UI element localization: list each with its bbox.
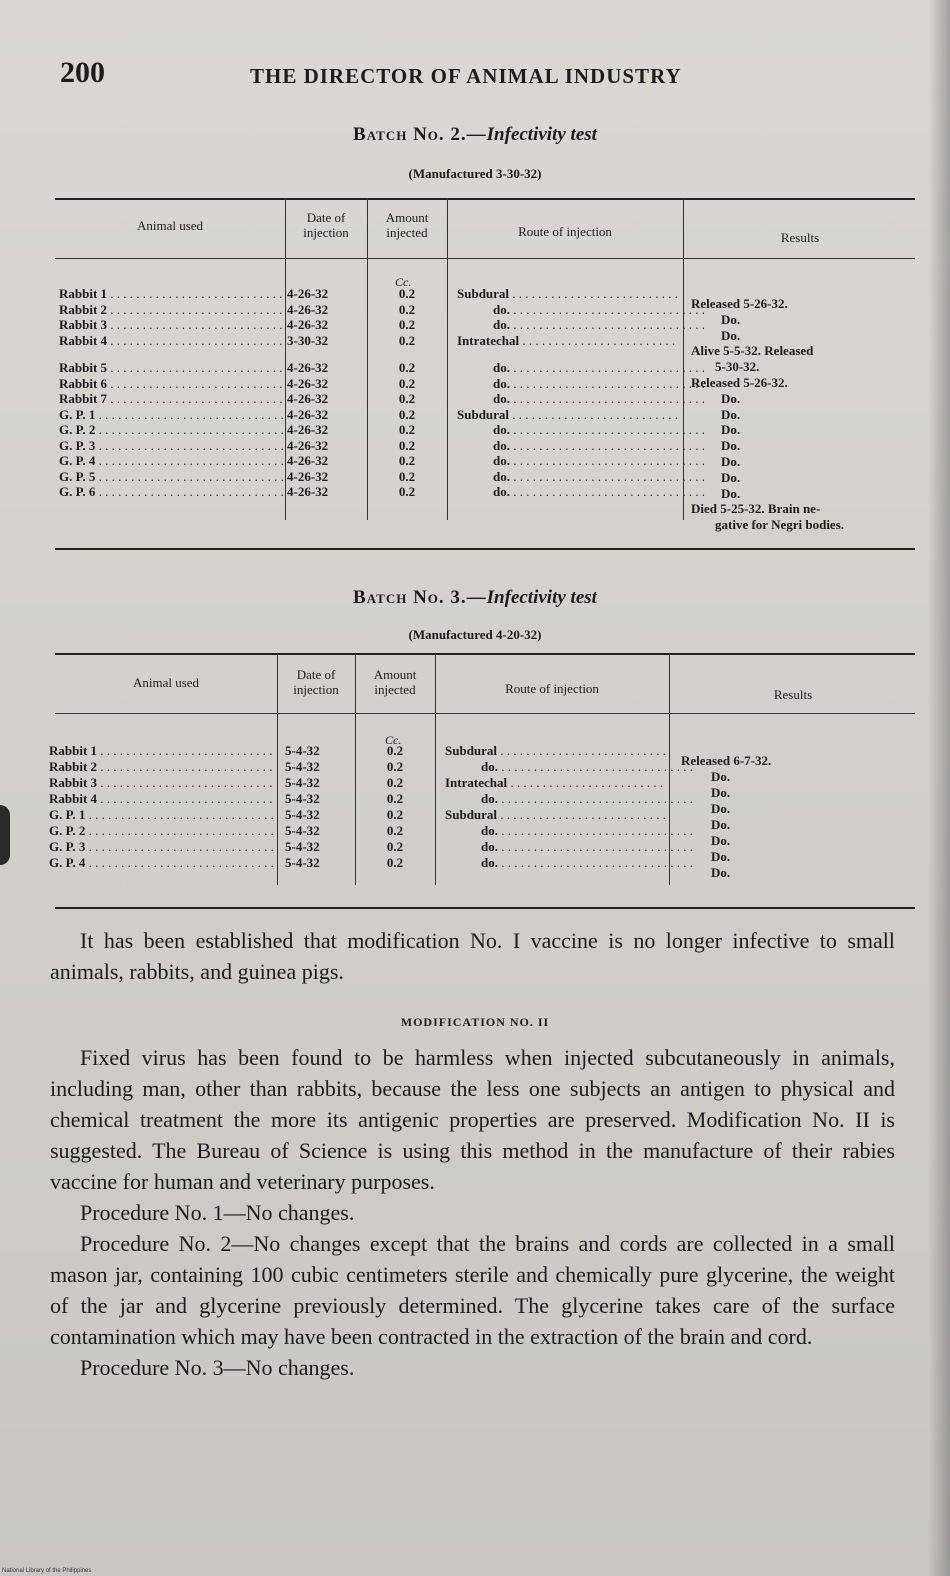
cell-date: 4-26-32 [287,286,329,301]
result-line: Do. [721,390,741,406]
result-line: Do. [711,769,731,784]
table-row [49,855,915,871]
cell-animal: G. P. 1 . . . [59,407,283,423]
cell-amount: 0.2 [386,775,404,790]
cell-animal: Rabbit 6 . . . [59,376,283,392]
cell-amount: 0.2 [386,807,404,822]
result-line: Do. [711,833,731,848]
cell-amount: 0.2 [398,286,416,301]
table-row [55,438,915,454]
batch2-title: Batch No. 2.—Infectivity test [353,124,597,145]
cell-date: 4-26-32 [287,317,329,332]
result-line: Do. [721,311,741,327]
cell-route: do. . . . [457,360,715,376]
result-line: gative for Negri bodies. [715,517,845,533]
cell-amount: 0.2 [398,391,416,406]
cell-route: Subdural . . . [445,743,667,759]
header-date: Date of injection [303,210,349,240]
page-number: 200 [60,56,105,89]
procedure-2: Procedure No. 2—No changes except that the brains and cords are collected in a small mason jar, containing 100 cubic centimeters sterile and chemically pure glycerine, the weight of the jar and glycerine previously determined. The glycerine takes care of the surface contamination which may have been contracted in the extraction of the brain and cord. [50,1231,895,1349]
cell-route: Intratechal . . . [445,775,667,791]
cell-animal: G. P. 4 . . . [49,855,275,871]
cell-animal: Rabbit 4 . . . [59,333,283,349]
cell-animal: G. P. 4 . . . [59,453,283,469]
result-line: Died 5-25-32. Brain ne- [691,501,821,517]
cell-route: do. . . . [445,839,703,855]
batch3-table [49,653,915,913]
table-row [49,775,915,791]
header-results: Results [780,230,820,245]
page-edge-shadow [928,0,950,1576]
cell-date: 4-26-32 [287,360,329,375]
footer-credit: National Library of the Philippines [2,1568,92,1574]
cell-animal: Rabbit 1 . . . [49,743,275,759]
cell-animal: G. P. 2 . . . [59,422,283,438]
result-line: Do. [721,454,741,469]
cell-amount: 0.2 [386,839,404,854]
paragraph-1: It has been established that modification No. I vaccine is no longer infective to small animals, rabbits, and guinea pigs. [50,928,895,984]
table-row [49,823,915,839]
table-bottom-rule [55,548,915,550]
header-route: Route of injection [518,224,612,239]
result-line: 5-30-32. [715,359,760,375]
table-top-rule [55,198,915,200]
table-row [55,422,915,438]
running-head [60,56,780,96]
result-line: Do. [721,438,741,454]
result-line: Do. [721,422,741,438]
cell-amount: 0.2 [398,375,416,391]
cell-date: 4-26-32 [287,391,329,406]
result-line: Alive 5-5-32. Released [691,343,814,359]
cell-date: 4-26-32 [287,484,329,499]
cell-amount: 0.2 [398,437,416,453]
table-row [49,807,915,823]
result-line: Do. [711,817,731,832]
cell-animal: Rabbit 5 . . . [59,360,283,376]
header-results: Results [773,687,813,702]
batch3-title: Batch No. 3.—Infectivity test [353,587,597,608]
cell-date: 3-30-32 [287,332,329,348]
cell-route: do. . . . [457,453,715,469]
cell-route: do. . . . [457,484,715,500]
cell-date: 4-26-32 [287,375,329,391]
table-row [49,839,915,855]
cell-route: do. . . . [445,855,703,871]
cell-animal: Rabbit 3 . . . [59,317,283,333]
cell-route: do. . . . [457,469,715,485]
result-line: Released 6-7-32. [681,753,772,768]
cell-animal: Rabbit 4 . . . [49,791,275,807]
result-line: Do. [721,485,741,501]
table-row [49,759,915,775]
cell-route: do. . . . [457,438,715,454]
cell-animal: G. P. 3 . . . [59,438,283,454]
cell-date: 4-26-32 [287,422,329,437]
cell-route: do. . . . [457,422,715,438]
result-line: Released 5-26-32. [691,375,788,390]
cell-route: do. . . . [445,791,703,807]
table-row [49,743,915,759]
cell-animal: Rabbit 1 . . . [59,286,283,302]
cell-amount: 0.2 [386,855,404,870]
table-row [55,469,915,485]
cell-route: do. . . . [457,302,715,318]
table-top-rule [55,653,915,655]
cell-amount: 0.2 [386,823,404,838]
table-header-rule [55,258,915,259]
cell-route: Intratechal . . . [457,333,679,349]
result-line: Do. [721,469,741,485]
cell-amount: 0.2 [386,743,404,758]
header-route: Route of injection [505,681,599,696]
result-line: Do. [711,801,731,816]
cell-date: 5-4-32 [285,823,320,838]
table-row [55,484,915,500]
cell-date: 5-4-32 [285,743,320,758]
cell-route: do. . . . [445,759,703,775]
binding-mark [0,805,10,865]
cell-route: Subdural . . . [445,807,667,823]
cell-animal: G. P. 1 . . . [49,807,275,823]
cell-date: 4-26-32 [287,437,329,453]
cell-amount: 0.2 [398,422,416,437]
cell-date: 5-4-32 [285,839,320,854]
header-amount: Amount injected [373,667,417,697]
cell-animal: G. P. 6 . . . [59,484,283,500]
cell-amount: 0.2 [398,360,416,375]
cell-animal: Rabbit 7 . . . [59,391,283,407]
cell-amount: 0.2 [398,301,416,317]
cell-date: 5-4-32 [285,807,320,822]
table-row [55,391,915,407]
cell-amount: 0.2 [386,759,404,774]
batch2-manufactured: (Manufactured 3-30-32) [408,166,542,181]
unit-label: Cc. [385,733,402,747]
table-row [55,360,915,376]
table-header-rule [55,713,915,714]
procedure-3: Procedure No. 3—No changes. [80,1355,355,1380]
unit-label: Cc. [395,275,412,289]
cell-date: 4-26-32 [287,301,329,317]
running-head-title: THE DIRECTOR OF ANIMAL INDUSTRY [250,64,682,88]
cell-amount: 0.2 [398,468,416,484]
cell-amount: 0.2 [398,332,416,348]
cell-route: Subdural . . . [457,407,679,423]
cell-date: 4-26-32 [287,406,329,422]
cell-animal: G. P. 2 . . . [49,823,275,839]
procedure-1: Procedure No. 1—No changes. [80,1200,355,1225]
header-animal: Animal used [136,218,204,233]
cell-date: 5-4-32 [285,791,320,806]
cell-animal: Rabbit 2 . . . [59,302,283,318]
cell-animal: G. P. 3 . . . [49,839,275,855]
batch2-table [55,198,915,553]
cell-amount: 0.2 [398,484,416,499]
cell-date: 4-26-32 [287,453,329,468]
cell-animal: Rabbit 2 . . . [49,759,275,775]
cell-route: do. . . . [457,376,715,392]
result-line: Do. [711,849,731,864]
result-line: Do. [711,785,731,800]
cell-date: 4-26-32 [287,468,329,484]
header-amount: Amount injected [385,210,429,240]
batch3-manufactured: (Manufactured 4-20-32) [408,627,542,642]
table-row [49,791,915,807]
paragraph-2: Fixed virus has been found to be harmless when injected subcutaneously in animals, including man, other than rabbits, because the less one subjects an antigen to physical and chemical treatment the more its antigenic properties are preserved. Modification No. II is suggested. The Bureau of Science is using this method in the manufacture of their rabies vaccine for human and veterinary purposes. Procedure No. 1—No changes. Procedure No. 2—No changes except that the brains and cords are collected in a small mason jar, containing 100 cubic centimeters sterile and chemically pure glycerine, the weight of the jar and glycerine previously determined. The glycerine takes care of the surface contamination which may have been contracted in the extraction of the brain and cord. Procedure No. 3—No changes. [50,1042,895,1383]
cell-date: 5-4-32 [285,775,320,790]
cell-amount: 0.2 [398,406,416,422]
table-row [55,407,915,423]
cell-date: 5-4-32 [285,855,320,870]
cell-route: do. . . . [457,391,715,407]
cell-animal: Rabbit 3 . . . [49,775,275,791]
cell-amount: 0.2 [398,453,416,468]
result-line: Do. [711,865,731,880]
table-row [55,317,915,333]
header-date: Date of injection [293,667,339,697]
cell-amount: 0.2 [398,317,416,332]
result-line: Do. [721,327,741,343]
cell-animal: G. P. 5 . . . [59,469,283,485]
table-bottom-rule [55,907,915,909]
table-row [55,453,915,469]
section-heading: MODIFICATION NO. II [400,1015,550,1029]
cell-route: do. . . . [445,823,703,839]
header-animal: Animal used [132,675,200,690]
cell-route: Subdural . . . [457,286,679,302]
cell-date: 5-4-32 [285,759,320,774]
result-line: Released 5-26-32. [691,296,788,311]
cell-amount: 0.2 [386,791,404,806]
result-line: Do. [721,406,741,422]
cell-route: do. . . . [457,317,715,333]
